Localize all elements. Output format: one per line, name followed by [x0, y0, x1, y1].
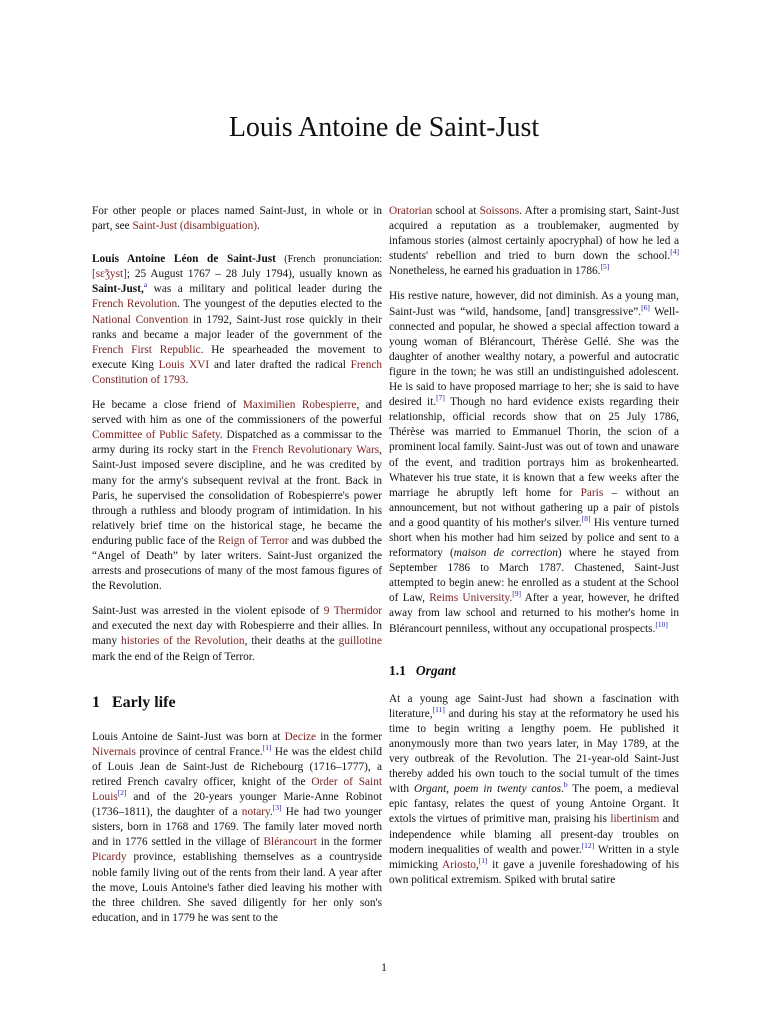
link-oratorian[interactable]: Oratorian [389, 205, 433, 217]
body-text: Written in a style mimicking [389, 843, 680, 871]
body-text: province of central France. [135, 745, 263, 758]
link-louis-xvi[interactable]: Louis XVI [158, 358, 210, 371]
intro-text: in 1792, Saint-Just rose quickly in their ranks and became a major leader of the government of the [92, 313, 382, 341]
note-b[interactable]: b [563, 780, 568, 790]
body-text: and of the 20-years younger Marie-Anne Robinot (1736–1811), the daughter of a [92, 791, 382, 819]
intro-text: and later drafted the radical [209, 358, 351, 371]
link-saint-just-disambiguation[interactable]: Saint-Just (disambiguation) [132, 220, 258, 233]
link-guillotine[interactable]: guillotine [338, 635, 382, 648]
link-reims-university[interactable]: Reims University [429, 592, 510, 605]
link-national-convention[interactable]: National Convention [92, 313, 189, 326]
intro-text: was a military and political leader during the [147, 283, 382, 296]
body-text: His venture turned short when his mother had him seized by police and sent to a reformatory ( [389, 516, 679, 560]
body-text: and independence while blaming all present-day troubles on modern inequalities of wealth and power. [389, 813, 679, 856]
note-a[interactable]: a [143, 280, 148, 290]
ref-3[interactable]: [3] [272, 803, 282, 813]
paragraph-restive-nature: His restive nature, however, did not diminish. As a young man, Saint-Just was “wild, handsome, [and] transgressive”.[6] Well-connected and popular, he showed a special affection toward a young woman of Blérancourt, Thérèse Gellé. She was the daughter of another wealthy notary, a powerful and autocratic figure in the town; he was still an undistinguished adolescent. He is said to have proposed marriage to her; she is said to have desired it.[7] Though no hard evidence exists regarding their relationship, official records show that on 25 July 1786, Thérèse was married to Emmanuel Thorin, the scion of a prominent local family. Saint-Just was out of town and unaware of the event, and tradition portrays him as brokenhearted. Whatever his true state, it is known that a few weeks after the marriage he abruptly left home for Paris – without an announcement, but not without gathering up a pair of pistols and a good quantity of his mother's silver.[8] His venture turned short when his mother had him seized by police and sent to a reformatory (maison de correction) where he stayed from September 1786 to March 1787. Chastened, Saint-Just attempted to begin anew: he enrolled as a student at the School of Law, Reims University.[9] After a year, however, he drifted away from law school and returned to his mother's home in Blérancourt penniless, without any occupational prospects.[10] [389, 290, 679, 635]
body-text: He had two younger sisters, born in 1768 and 1769. The family later moved north and in 1776 settled in the village of [92, 806, 382, 849]
hatnote [92, 204, 382, 234]
body-text: , their deaths at the [244, 635, 339, 648]
body-text: . [561, 783, 564, 796]
link-picardy[interactable]: Picardy [92, 851, 127, 864]
ref-2[interactable]: [2] [117, 788, 127, 798]
ref-8[interactable]: [8] [581, 514, 591, 524]
body-text: mark the end of the Reign of Terror. [92, 650, 255, 663]
pronunciation-label: (French pronunciation: [275, 254, 382, 266]
link-soissons[interactable]: Soissons [479, 205, 520, 217]
hatnote-end: . [257, 220, 260, 233]
ipa-pronunciation[interactable]: [sɛ̃ʒyst] [92, 268, 127, 281]
link-libertinism[interactable]: libertinism [610, 813, 660, 826]
body-text: and during his stay at the reformatory he used his time to begin writing a lengthy poem. He published it anonymously more than two years later, in May 1789, at the very outbreak of the Revolution. The 21-year-old Saint-Just thereby added his own touch to the social tumult of the times with [389, 707, 679, 796]
body-text: Nonetheless, he earned his graduation in 1786. [389, 265, 601, 278]
italic-maison-de-correction: maison de correction [453, 547, 558, 560]
link-blerancourt[interactable]: Blérancourt [263, 836, 317, 849]
body-text: – without an announcement, but not without gathering up a pair of pistols and a good quantity of his mother's silver. [389, 486, 679, 529]
paragraph-early-life: Louis Antoine de Saint-Just was born at Decize in the former Nivernais province of central France.[1] He was the eldest child of Louis Jean de Saint-Just de Richebourg (1716–1777), a retired French cavalry officer, knight of the Order of Saint Louis[2] and of the 20-years younger Marie-Anne Robinot (1736–1811), the daughter of a notary.[3] He had two younger sisters, born in 1768 and 1769. The family later moved north and in 1776 settled in the village of Blérancourt in the former Picardy province, establishing themselves as a countryside noble family living out of the rents from their land. A year after the move, Louis Antoine's father died leaving his mother with the three children. She saved diligently for her only son's education, and in 1779 he was sent to the [92, 730, 383, 924]
ref-1-second[interactable]: [1] [478, 855, 488, 865]
link-french-revolution[interactable]: French Revolution [92, 298, 178, 311]
known-as: Saint-Just, [92, 283, 144, 296]
body-text-continues: province, establishing themselves as a countryside noble family living out of the rents from their land. A year after the move, Louis Antoine's father died leaving his mother with the three children. She saved diligently for her only son's education, and in 1779 he was sent to the [92, 851, 382, 924]
body-text: . Dispatched as a commissar to the army during its rocky start in the [92, 429, 382, 457]
body-text: At a young age Saint-Just had shown a fascination with literature, [389, 692, 679, 720]
link-nivernais[interactable]: Nivernais [92, 745, 136, 758]
link-histories-revolution[interactable]: histories of the Revolution [121, 635, 245, 648]
body-text: , Saint-Just imposed severe discipline, and he was credited by many for the army's subsequent revival at the front. Back in Paris, he supervised the consolidation of Robespierre's power through a ruthless and bloody program of intimidation. In his relatively brief time on the historical stage, he became the enduring public face of the [92, 444, 382, 547]
left-column [92, 204, 382, 936]
body-text: . After a promising start, Saint-Just acquired a reputation as a troublemaker, augmented by infamous stories (almost certainly apocryphal) of how he led a students' rebellion and tried to burn down the school. [389, 205, 680, 263]
link-paris[interactable]: Paris [580, 486, 604, 499]
paragraph-early-life-continued [389, 204, 679, 279]
section-title: Early life [112, 693, 176, 711]
body-text: His restive nature, however, did not diminish. As a young man, Saint-Just was “wild, handsome, [and] transgressive”. [389, 290, 679, 318]
link-decize[interactable]: Decize [284, 730, 317, 743]
link-notary[interactable]: notary [241, 806, 270, 819]
section-heading-early-life [92, 695, 382, 710]
link-french-first-republic[interactable]: French First Republic [92, 343, 201, 356]
body-text: After a year, however, he drifted away from law school and returned to his mother's home in Blérancourt penniless, without any occupational prospects. [389, 592, 679, 635]
hatnote-text: For other people or places named Saint-Just, in whole or in part, see [92, 205, 382, 233]
subsection-number: 1.1 [389, 662, 406, 678]
body-text: in the former [316, 730, 382, 743]
page-title: Louis Antoine de Saint-Just [228, 112, 540, 143]
body-text: He was the eldest child of Louis Jean de Saint-Just de Richebourg (1716–1777), a retired French cavalry officer, knight of the [92, 745, 382, 788]
body-text: it gave a juvenile foreshadowing of his own political extremism. Spiked with brutal satire [389, 858, 679, 886]
ref-1[interactable]: [1] [262, 743, 272, 753]
link-french-constitution-1793[interactable]: French Constitution of 1793 [92, 358, 383, 386]
link-ariosto[interactable]: Ariosto [442, 858, 476, 871]
body-text: Saint-Just was arrested in the violent episode of [92, 605, 324, 618]
link-9-thermidor[interactable]: 9 Thermidor [323, 605, 383, 618]
paragraph-robespierre [92, 398, 382, 594]
section-number: 1 [92, 693, 100, 711]
intro-text: . He spearheaded the movement to execute King [92, 343, 382, 371]
body-text: school at [432, 205, 480, 217]
intro-paragraph [92, 252, 382, 388]
ref-6[interactable]: [6] [641, 302, 650, 312]
body-text: in the former [316, 836, 383, 849]
body-text: and executed the next day with Robespierre and their allies. In many [92, 620, 382, 648]
subsection-heading-organt [389, 663, 679, 678]
body-text: The poem, a medieval epic fantasy, relates the quest of young Antoine Organt. It extols the virtues of primitive man, praising his [389, 783, 679, 826]
ref-5[interactable]: [5] [600, 262, 610, 272]
link-maximilien-robespierre[interactable]: Maximilien Robespierre [242, 399, 357, 412]
link-reign-of-terror[interactable]: Reign of Terror [218, 534, 289, 547]
ref-4[interactable]: [4] [670, 247, 679, 257]
paragraph-organt: At a young age Saint-Just had shown a fascination with literature,[11] and during his stay at the reformatory he used his time to begin writing a lengthy poem. He published it anonymously more than two years later, in May 1789, at the very outbreak of the Revolution. The 21-year-old Saint-Just thereby added his own touch to the social tumult of the times with Organt, poem in twenty cantos.$^b$ The poem, a medieval epic fantasy, relates the quest of young Antoine Organt. It extols the virtues of primitive man, praising his libertinism and independence while blaming all present-day troubles on modern inequalities of wealth and power.[12] Written in a style mimicking Ariosto,[1] it gave a juvenile foreshadowing of his own political extremism. Spiked with brutal satire [389, 692, 680, 886]
right-column [389, 204, 679, 898]
body-text: Though no hard evidence exists regarding their relationship, official records show that on 25 July 1786, Thérèse was married to Emmanuel Thorin, the scion of a prominent local family. Saint-Just was out of town and unaware of the event, and tradition portrays him as brokenhearted. Whatever his true state, it is known that a few weeks after the marriage he abruptly left home for [389, 396, 679, 499]
ref-10[interactable]: [10] [655, 619, 668, 629]
link-order-saint-louis[interactable]: Order of Saint Louis [92, 776, 382, 804]
page-number: 1 [381, 960, 387, 974]
subsection-title: Organt [415, 662, 456, 678]
italic-organt-title: Organt, poem in twenty cantos [414, 783, 561, 796]
body-text: He became a close friend of [92, 399, 243, 412]
body-text: and was dubbed the “Angel of Death” by later writers. Saint-Just organized the arrests and prosecutions of many of the most famous figures of the Revolution. [92, 534, 383, 593]
body-text: , and served with him as one of the commissioners of the powerful [92, 399, 382, 427]
life-dates: ; 25 August 1767 – 28 July 1794), usually known as [126, 268, 382, 281]
body-text: ) where he stayed from September 1786 to March 1787. Chastened, Saint-Just attempted to begin anew: he enrolled as a student at the School of Law, [389, 547, 679, 605]
intro-text: . The youngest of the deputies elected to the [177, 298, 382, 311]
link-committee-public-safety[interactable]: Committee of Public Safety [92, 429, 220, 442]
intro-text: . [185, 373, 189, 386]
ref-9[interactable]: [9] [512, 589, 521, 599]
ref-11[interactable]: [11] [432, 705, 445, 715]
ref-12[interactable]: [12] [581, 840, 595, 850]
ref-7[interactable]: [7] [436, 393, 445, 403]
body-text: Well-connected and popular, he showed a special affection toward a young woman of Blérancourt, Thérèse Gellé. She was the daughter of another wealthy notary, a powerful and autocratic figure in the town; he was still an undistinguished adolescent. He is said to have proposed marriage to her; she is said to have desired it. [389, 305, 679, 409]
paragraph-thermidor [92, 604, 382, 664]
body-text: Louis Antoine de Saint-Just was born at [92, 730, 285, 743]
link-french-revolutionary-wars[interactable]: French Revolutionary Wars [252, 444, 380, 457]
subject-name: Louis Antoine Léon de Saint-Just [92, 253, 276, 266]
